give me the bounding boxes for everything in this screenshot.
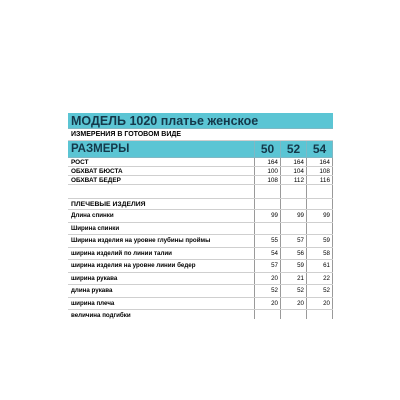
row-value: 55 [254, 235, 280, 247]
row-value: 52 [306, 285, 333, 297]
row-value: 58 [306, 248, 333, 260]
row-value: 164 [254, 158, 280, 166]
sizes-label: РАЗМЕРЫ [71, 143, 130, 155]
table-row [68, 298, 333, 311]
row-value [306, 223, 333, 235]
row-value: 59 [306, 235, 333, 247]
row-value: 100 [254, 167, 280, 175]
row-label: ширина изделий по линии талии [71, 249, 172, 257]
row-value [280, 223, 306, 235]
row-label: ОБХВАТ БЕДЕР [71, 176, 121, 184]
size-54: 54 [306, 141, 333, 157]
row-value: 116 [306, 176, 333, 184]
row-value: 59 [280, 260, 306, 272]
size-table [68, 113, 333, 319]
row-value [254, 223, 280, 235]
row-value: 99 [254, 210, 280, 222]
row-value: 54 [254, 248, 280, 260]
table-row [68, 273, 333, 286]
row-value: 52 [254, 285, 280, 297]
section-label: ПЛЕЧЕВЫЕ ИЗДЕЛИЯ [71, 200, 146, 208]
row-value: 52 [280, 285, 306, 297]
row-value: 99 [280, 210, 306, 222]
row-value: 99 [306, 210, 333, 222]
row-value: 61 [306, 260, 333, 272]
row-value: 20 [254, 273, 280, 285]
table-row [68, 248, 333, 261]
size-52: 52 [280, 141, 306, 157]
measurements-header: ИЗМЕРЕНИЯ В ГОТОВОМ ВИДЕ [71, 131, 182, 138]
row-value: 108 [306, 167, 333, 175]
size-50: 50 [254, 141, 280, 157]
row-value: 57 [280, 235, 306, 247]
section-header-row [68, 199, 333, 210]
row-label: ОБХВАТ БЮСТА [71, 167, 123, 175]
row-label: ширина плеча [71, 299, 115, 307]
table-row [68, 235, 333, 248]
row-value: 22 [306, 273, 333, 285]
table-spacer-row [68, 185, 333, 199]
row-value: 56 [280, 248, 306, 260]
table-row [68, 176, 333, 185]
row-value: 108 [254, 176, 280, 184]
row-value: 20 [280, 298, 306, 310]
row-value: 20 [306, 298, 333, 310]
row-label: ширина изделия на уровне линии бедер [71, 262, 196, 270]
measurements-header-row [68, 129, 333, 141]
row-label: Ширина спинки [71, 224, 120, 232]
row-value: 104 [280, 167, 306, 175]
row-value: 164 [306, 158, 333, 166]
row-value: 57 [254, 260, 280, 272]
table-title-row [68, 113, 333, 129]
row-value: 112 [280, 176, 306, 184]
row-label: РОСТ [71, 158, 89, 166]
table-row-partial [68, 310, 333, 319]
row-value: 164 [280, 158, 306, 166]
table-row [68, 223, 333, 236]
table-row [68, 285, 333, 298]
table-row [68, 167, 333, 176]
row-label: Ширина изделия на уровне глубины проймы [71, 237, 211, 245]
table-row [68, 260, 333, 273]
sizes-row [68, 141, 333, 158]
row-value: 20 [254, 298, 280, 310]
row-label: Длина спинки [71, 212, 114, 220]
table-row [68, 158, 333, 167]
row-label: длина рукава [71, 287, 113, 295]
row-label: ширина рукава [71, 274, 118, 282]
model-title: МОДЕЛЬ 1020 платье женское [71, 113, 259, 128]
row-value: 21 [280, 273, 306, 285]
table-row [68, 210, 333, 223]
row-label: величина подгибки [71, 312, 131, 319]
